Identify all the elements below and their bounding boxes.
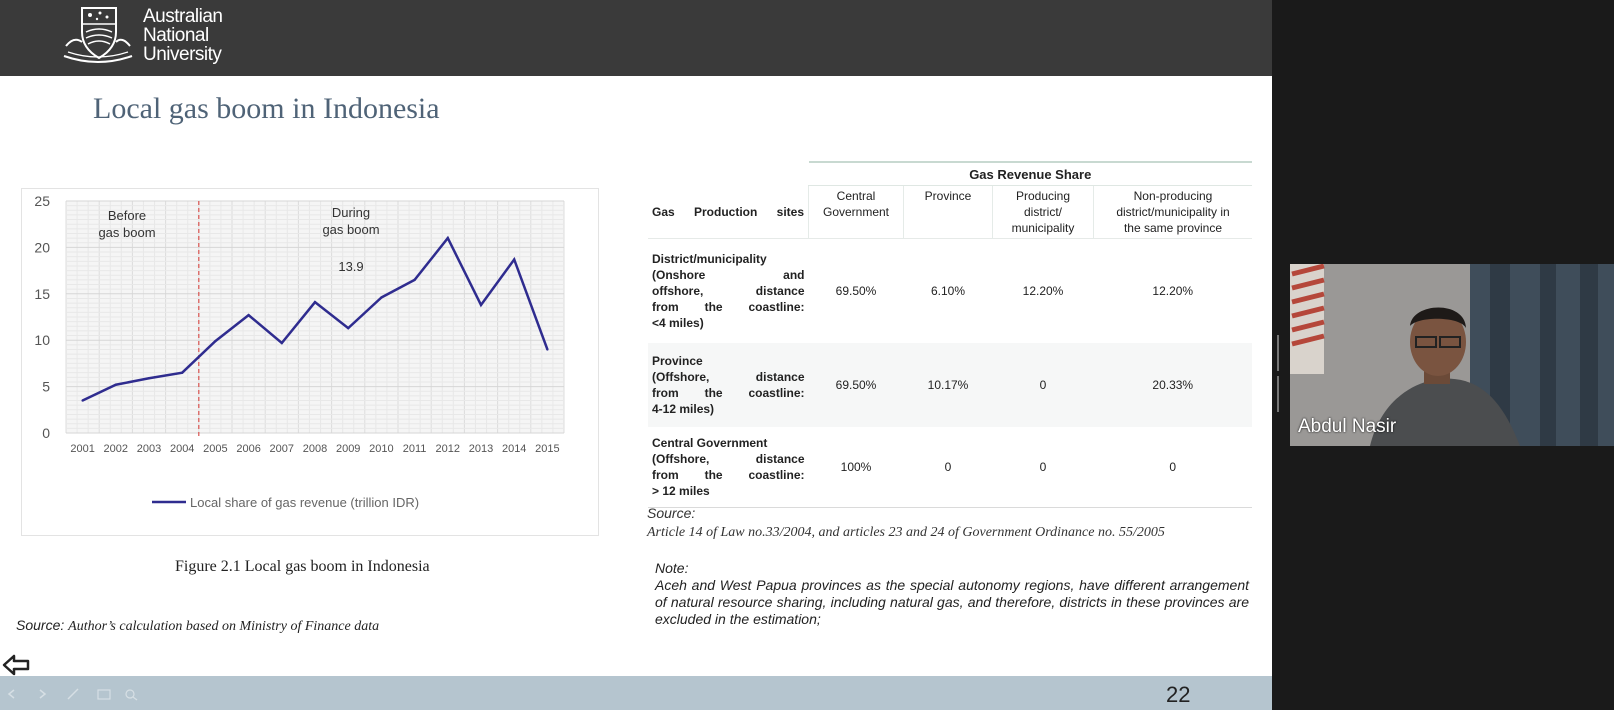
annotation-during-line2: gas boom: [322, 222, 380, 237]
figure-source: [16, 617, 379, 635]
y-tick-label: 20: [34, 239, 50, 256]
table-group-header: Gas Revenue Share: [809, 162, 1253, 186]
y-tick-label: 10: [34, 332, 50, 349]
data-point: [347, 327, 349, 329]
table-cell: 100%: [809, 427, 904, 508]
university-name-line: University: [143, 44, 222, 65]
anu-crest-icon: [60, 6, 136, 66]
row-header-line: from the coastline:: [652, 468, 805, 482]
x-tick-label: 2008: [302, 443, 328, 455]
x-tick-label: 2002: [103, 443, 129, 455]
row-header: [648, 427, 809, 508]
legend-label: Local share of gas revenue (trillion IDR): [190, 495, 420, 510]
data-point: [447, 237, 449, 239]
row-header-line: Province: [652, 354, 703, 368]
line-chart: [22, 189, 598, 535]
row-header-line: District/municipality: [652, 252, 767, 266]
data-point: [314, 301, 316, 303]
row-header-line: offshore, distance: [652, 284, 805, 298]
x-tick-label: 2014: [501, 443, 527, 455]
table-cell: 0: [993, 343, 1094, 427]
table-corner: [648, 162, 809, 186]
x-tick-label: 2012: [435, 443, 461, 455]
x-tick-label: 2015: [535, 443, 560, 455]
data-point: [214, 340, 216, 342]
zoom-icon: [126, 690, 137, 700]
table-cell: 12.20%: [993, 239, 1094, 344]
table-cell: 69.50%: [809, 239, 904, 344]
data-point: [115, 384, 117, 386]
row-header-line: 4-12 miles): [652, 402, 715, 416]
line-chart-panel: [21, 188, 599, 536]
pen-icon: [68, 689, 78, 699]
slides-icon: [98, 690, 110, 699]
col-header-line: Central: [836, 189, 876, 203]
figure-source-text: Author’s calculation based on Ministry of Finance data: [68, 619, 380, 634]
data-point: [148, 377, 150, 379]
annotation-during-line1: During: [331, 205, 371, 220]
row-header-line: (Offshore, distance: [652, 452, 805, 466]
slideshow-controls[interactable]: [6, 687, 146, 701]
x-tick-label: 2004: [169, 443, 195, 455]
x-tick-label: 2010: [369, 443, 394, 455]
row-header: [648, 343, 809, 427]
university-name-line: Australian: [143, 6, 223, 27]
col-header-central-government: [809, 186, 904, 239]
row-header-line: from the coastline:: [652, 300, 805, 314]
slide-footer-bar: [0, 676, 1272, 710]
next-icon: [40, 690, 45, 698]
slide-title: Local gas boom in Indonesia: [93, 92, 440, 125]
table-cell: 6.10%: [904, 239, 993, 344]
row-header-line: <4 miles): [652, 316, 704, 330]
col-header-line: Producing: [1015, 189, 1071, 203]
note-label: Note:: [655, 560, 689, 576]
figure-source-label: Source:: [16, 617, 65, 633]
col-header-non-producing-district: [1094, 186, 1253, 239]
data-point: [480, 304, 482, 306]
col-header-line: municipality: [1011, 221, 1075, 235]
col-header-line: the same province: [1123, 221, 1223, 235]
x-tick-label: 2006: [236, 443, 261, 455]
table-row: [648, 427, 1252, 508]
x-tick-label: 2009: [335, 443, 361, 455]
data-point: [513, 258, 515, 260]
col-header-line: Government: [822, 205, 890, 219]
table-source: [647, 505, 1257, 541]
participant-video-tile[interactable]: [1290, 264, 1614, 446]
x-tick-label: 2013: [468, 443, 494, 455]
table-source-text: Article 14 of Law no.33/2004, and articles 23 and 24 of Government Ordinance no. 55/2005: [647, 525, 1165, 540]
table-cell: 20.33%: [1094, 343, 1253, 427]
table-note: [655, 560, 1249, 628]
row-header-line: from the coastline:: [652, 386, 805, 400]
table-row: [648, 239, 1252, 344]
y-tick-label: 0: [42, 425, 50, 441]
slide-page-number: 22: [1166, 682, 1191, 707]
table-cell: 0: [1094, 427, 1253, 508]
slide-header: [0, 0, 1272, 76]
row-header-line: > 12 miles: [652, 484, 710, 498]
row-header-line: (Onshore and: [652, 268, 805, 282]
annotation-value: 13.9: [338, 259, 364, 274]
y-tick-label: 15: [34, 285, 50, 302]
university-name: [143, 7, 223, 64]
data-point: [413, 279, 415, 281]
revenue-share-table: [648, 161, 1252, 508]
table-cell: 12.20%: [1094, 239, 1253, 344]
table-row: [648, 343, 1252, 427]
row-header-line: (Offshore, distance: [652, 370, 805, 384]
figure-caption: Figure 2.1 Local gas boom in Indonesia: [175, 558, 430, 575]
row-header-line: Central Government: [652, 436, 768, 450]
university-name-line: National: [143, 25, 209, 46]
table-cell: 10.17%: [904, 343, 993, 427]
participant-name: Abdul Nasir: [1298, 416, 1397, 437]
note-text: Aceh and West Papua provinces as the special autonomy regions, have different arrangement of natural resource sharing, including natural gas, and therefore, districts in these provinces are excluded in the estimation;: [655, 577, 1249, 627]
col-header-producing-district: [993, 186, 1094, 239]
col-header-line: district/municipality in: [1116, 205, 1230, 219]
col-header-line: district/: [1023, 205, 1062, 219]
table-source-label: Source:: [647, 505, 696, 521]
table-cell: 0: [993, 427, 1094, 508]
sites-header-word: Gas: [652, 204, 675, 219]
sites-header-word: sites: [776, 204, 804, 219]
col-header-line: Non-producing: [1133, 189, 1213, 203]
col-header-line: Province: [924, 189, 972, 203]
data-point: [81, 399, 83, 401]
annotation-before-line2: gas boom: [98, 225, 156, 240]
y-tick-label: 25: [34, 193, 50, 209]
revenue-share-table-wrap: [648, 161, 1252, 508]
table-cell: 69.50%: [809, 343, 904, 427]
x-tick-label: 2003: [136, 443, 162, 455]
data-point: [247, 314, 249, 316]
data-point: [546, 348, 548, 350]
row-header: [648, 239, 809, 344]
table-cell: 0: [904, 427, 993, 508]
x-tick-label: 2001: [70, 443, 95, 455]
col-header-province: [904, 186, 993, 239]
sites-header-word: Production: [694, 204, 758, 219]
data-point: [181, 371, 183, 373]
x-tick-label: 2005: [203, 443, 228, 455]
data-point: [380, 296, 382, 298]
previous-icon: [9, 690, 14, 698]
y-tick-label: 5: [42, 378, 50, 395]
data-point: [281, 342, 283, 344]
x-tick-label: 2011: [402, 443, 427, 455]
x-tick-label: 2007: [269, 443, 295, 455]
annotation-before-line1: Before: [107, 208, 147, 223]
table-sites-header: [648, 186, 809, 239]
panel-divider-handle[interactable]: [1277, 335, 1283, 371]
